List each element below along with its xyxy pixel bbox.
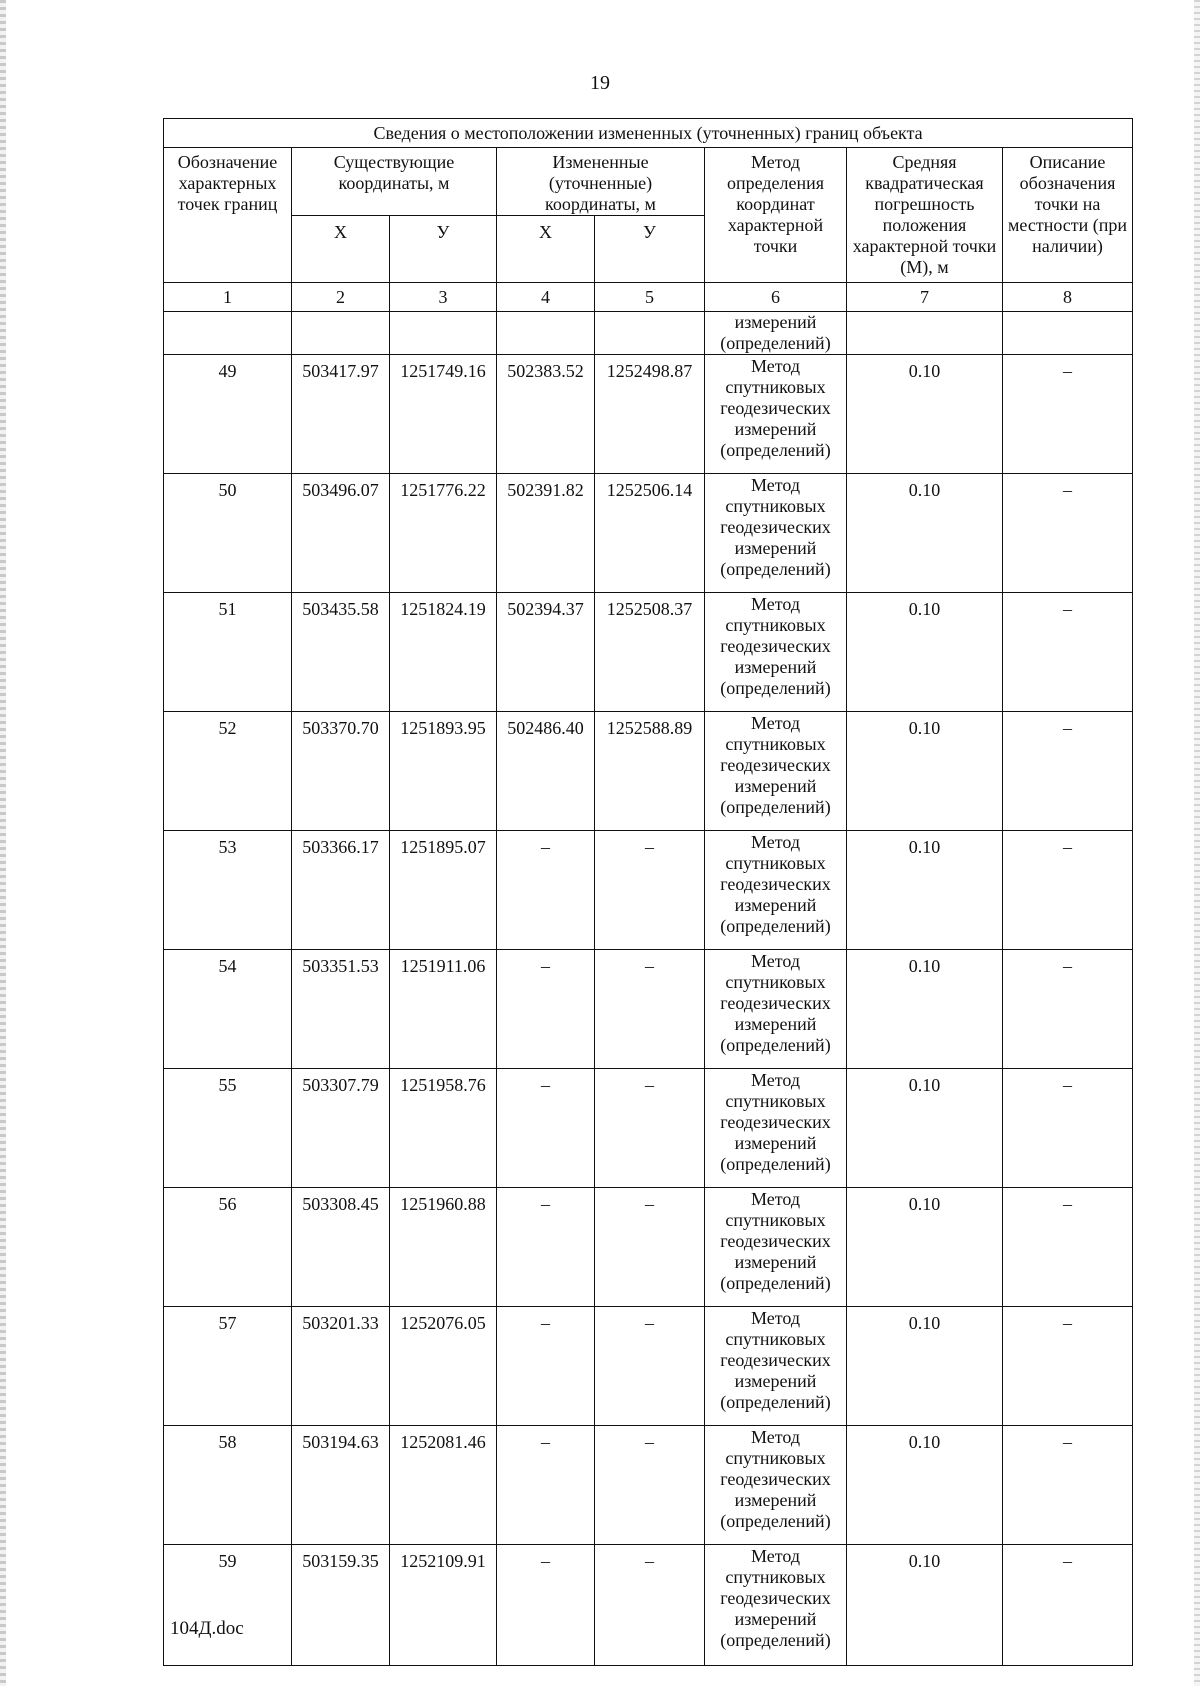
changed-x-cell: –: [497, 1069, 595, 1188]
footer-filename: 104Д.doc: [170, 1618, 244, 1639]
description-cell: –: [1003, 474, 1133, 593]
changed-y-cell: 1252508.37: [595, 593, 705, 712]
continuation-cell: [164, 312, 292, 355]
changed-x-cell: –: [497, 1188, 595, 1307]
existing-y-cell: 1252109.91: [390, 1545, 497, 1666]
changed-y-cell: –: [595, 1307, 705, 1426]
existing-y-cell: 1251776.22: [390, 474, 497, 593]
header-method: Метод определения координат характерной точки: [705, 148, 847, 283]
point-cell: 55: [164, 1069, 292, 1188]
point-cell: 51: [164, 593, 292, 712]
table-row: [164, 831, 1133, 950]
table-row: [164, 474, 1133, 593]
method-cell: Метод спутниковых геодезических измерений (определений): [705, 712, 847, 831]
existing-x-cell: 503307.79: [292, 1069, 390, 1188]
boundary-coordinates-table: [163, 118, 1133, 1666]
changed-x-cell: –: [497, 950, 595, 1069]
description-cell: –: [1003, 831, 1133, 950]
changed-y-cell: –: [595, 1188, 705, 1307]
existing-y-cell: 1251895.07: [390, 831, 497, 950]
changed-x-cell: –: [497, 1426, 595, 1545]
point-cell: 50: [164, 474, 292, 593]
error-cell: 0.10: [847, 1188, 1003, 1307]
page-number: 19: [590, 72, 610, 94]
changed-x-cell: 502383.52: [497, 355, 595, 474]
method-cell: Метод спутниковых геодезических измерений (определений): [705, 1307, 847, 1426]
changed-x-cell: –: [497, 1545, 595, 1666]
table-row: [164, 950, 1133, 1069]
description-cell: –: [1003, 1188, 1133, 1307]
description-cell: –: [1003, 950, 1133, 1069]
error-cell: 0.10: [847, 593, 1003, 712]
changed-y-cell: –: [595, 1545, 705, 1666]
header-existing-coordinates: Существующие координаты, м: [292, 148, 497, 216]
error-cell: 0.10: [847, 712, 1003, 831]
header-changed-x: Х: [497, 216, 595, 283]
table-row: [164, 1426, 1133, 1545]
header-changed-coordinates: Измененные (уточненные) координаты, м: [497, 148, 705, 216]
changed-x-cell: –: [497, 831, 595, 950]
description-cell: –: [1003, 1426, 1133, 1545]
point-cell: 57: [164, 1307, 292, 1426]
table-row: [164, 712, 1133, 831]
existing-y-cell: 1251958.76: [390, 1069, 497, 1188]
method-cell: Метод спутниковых геодезических измерений (определений): [705, 355, 847, 474]
error-cell: 0.10: [847, 1307, 1003, 1426]
error-cell: 0.10: [847, 1426, 1003, 1545]
error-cell: 0.10: [847, 831, 1003, 950]
header-existing-y: У: [390, 216, 497, 283]
description-cell: –: [1003, 593, 1133, 712]
header-error: Средняя квадратическая погрешность положения характерной точки (М), м: [847, 148, 1003, 283]
changed-y-cell: 1252506.14: [595, 474, 705, 593]
continuation-cell: [390, 312, 497, 355]
continuation-cell: [1003, 312, 1133, 355]
error-cell: 0.10: [847, 950, 1003, 1069]
error-cell: 0.10: [847, 1069, 1003, 1188]
header-changed-y: У: [595, 216, 705, 283]
method-cell: Метод спутниковых геодезических измерений (определений): [705, 1069, 847, 1188]
scan-edge-right: [1194, 0, 1200, 1686]
column-number: 1: [164, 283, 292, 312]
error-cell: 0.10: [847, 355, 1003, 474]
description-cell: –: [1003, 1069, 1133, 1188]
existing-y-cell: 1251824.19: [390, 593, 497, 712]
changed-x-cell: 502394.37: [497, 593, 595, 712]
table-title: Сведения о местоположении измененных (уточненных) границ объекта: [164, 119, 1133, 148]
table-row: [164, 593, 1133, 712]
changed-y-cell: –: [595, 831, 705, 950]
changed-x-cell: 502391.82: [497, 474, 595, 593]
description-cell: –: [1003, 1307, 1133, 1426]
column-number: 7: [847, 283, 1003, 312]
changed-y-cell: 1252498.87: [595, 355, 705, 474]
table-row: [164, 355, 1133, 474]
existing-x-cell: 503194.63: [292, 1426, 390, 1545]
point-cell: 53: [164, 831, 292, 950]
method-cell: Метод спутниковых геодезических измерений (определений): [705, 831, 847, 950]
column-number: 5: [595, 283, 705, 312]
column-number: 8: [1003, 283, 1133, 312]
method-cell: Метод спутниковых геодезических измерений (определений): [705, 950, 847, 1069]
header-point: Обозначение характерных точек границ: [164, 148, 292, 283]
column-number: 6: [705, 283, 847, 312]
header-existing-x: Х: [292, 216, 390, 283]
point-cell: 54: [164, 950, 292, 1069]
existing-x-cell: 503366.17: [292, 831, 390, 950]
continuation-method: измерений (определений): [705, 312, 847, 355]
method-cell: Метод спутниковых геодезических измерений (определений): [705, 474, 847, 593]
method-cell: Метод спутниковых геодезических измерений (определений): [705, 593, 847, 712]
changed-y-cell: 1252588.89: [595, 712, 705, 831]
column-number: 3: [390, 283, 497, 312]
existing-x-cell: 503435.58: [292, 593, 390, 712]
table-row: [164, 1307, 1133, 1426]
changed-y-cell: –: [595, 950, 705, 1069]
error-cell: 0.10: [847, 474, 1003, 593]
point-cell: 59: [164, 1545, 292, 1666]
description-cell: –: [1003, 355, 1133, 474]
scan-edge-left: [0, 0, 6, 1686]
existing-x-cell: 503308.45: [292, 1188, 390, 1307]
existing-y-cell: 1251749.16: [390, 355, 497, 474]
existing-y-cell: 1252081.46: [390, 1426, 497, 1545]
description-cell: –: [1003, 712, 1133, 831]
existing-y-cell: 1251960.88: [390, 1188, 497, 1307]
existing-x-cell: 503201.33: [292, 1307, 390, 1426]
existing-y-cell: 1251893.95: [390, 712, 497, 831]
existing-x-cell: 503417.97: [292, 355, 390, 474]
point-cell: 52: [164, 712, 292, 831]
error-cell: 0.10: [847, 1545, 1003, 1666]
method-cell: Метод спутниковых геодезических измерений (определений): [705, 1426, 847, 1545]
method-cell: Метод спутниковых геодезических измерений (определений): [705, 1188, 847, 1307]
method-cell: Метод спутниковых геодезических измерений (определений): [705, 1545, 847, 1666]
continuation-cell: [847, 312, 1003, 355]
point-cell: 58: [164, 1426, 292, 1545]
column-number: 2: [292, 283, 390, 312]
changed-y-cell: –: [595, 1069, 705, 1188]
header-description: Описание обозначения точки на местности (при наличии): [1003, 148, 1133, 283]
continuation-cell: [497, 312, 595, 355]
existing-x-cell: 503159.35: [292, 1545, 390, 1666]
changed-y-cell: –: [595, 1426, 705, 1545]
table-row: [164, 1069, 1133, 1188]
changed-x-cell: 502486.40: [497, 712, 595, 831]
existing-y-cell: 1252076.05: [390, 1307, 497, 1426]
continuation-cell: [292, 312, 390, 355]
changed-x-cell: –: [497, 1307, 595, 1426]
point-cell: 49: [164, 355, 292, 474]
continuation-cell: [595, 312, 705, 355]
table-row: [164, 1545, 1133, 1666]
point-cell: 56: [164, 1188, 292, 1307]
existing-x-cell: 503496.07: [292, 474, 390, 593]
existing-x-cell: 503351.53: [292, 950, 390, 1069]
table-row: [164, 1188, 1133, 1307]
description-cell: –: [1003, 1545, 1133, 1666]
existing-y-cell: 1251911.06: [390, 950, 497, 1069]
existing-x-cell: 503370.70: [292, 712, 390, 831]
column-number: 4: [497, 283, 595, 312]
